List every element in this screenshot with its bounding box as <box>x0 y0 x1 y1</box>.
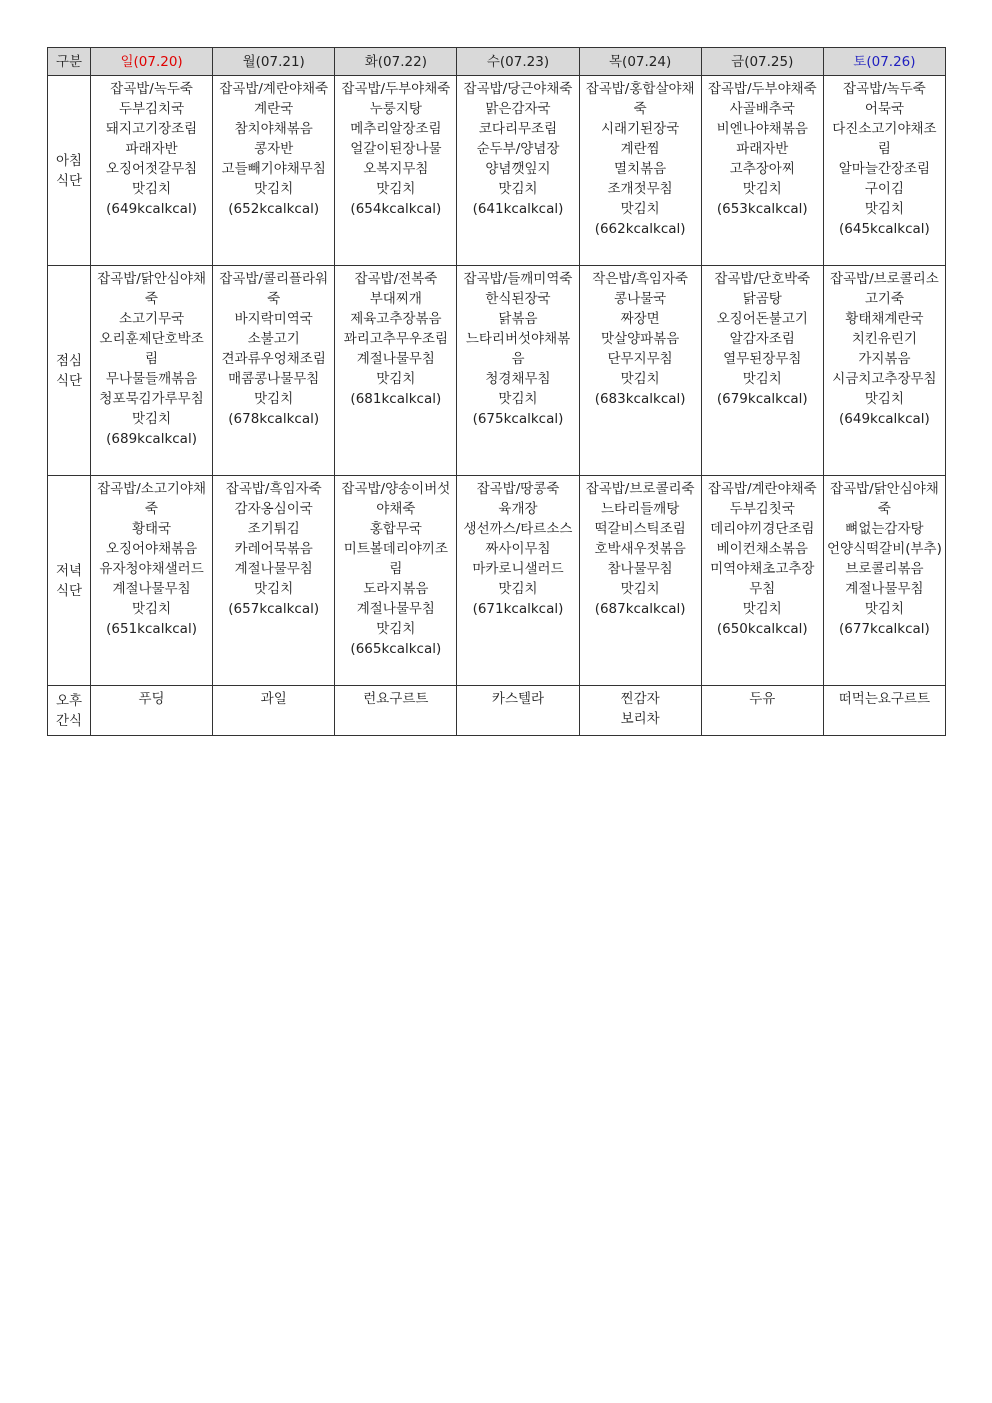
menu-item: 시래기된장국 <box>601 121 680 137</box>
menu-item: 호박새우젓볶음 <box>594 541 686 557</box>
menu-item: 고추장아찌 <box>729 161 795 177</box>
menu-item: 생선까스/타르소스 <box>463 521 573 537</box>
menu-item: (650kcalkcal) <box>716 621 808 637</box>
menu-item: 무나물들깨볶음 <box>105 371 198 387</box>
dinner-row <box>48 476 946 686</box>
menu-item: 비엔나야채볶음 <box>716 121 808 137</box>
menu-item: 순두부/양념장 <box>476 141 560 157</box>
menu-item: 계절나물무침 <box>845 581 924 597</box>
menu-item: 오리훈제단호박조림 <box>99 331 204 367</box>
menu-item: 알마늘간장조림 <box>838 161 931 177</box>
snack-row <box>48 686 946 736</box>
menu-item: 잡곡밥/두부야채죽 <box>341 81 451 97</box>
menu-item: (649kcalkcal) <box>106 201 197 217</box>
menu-item: (679kcalkcal) <box>716 391 808 407</box>
dinner-row-label <box>48 476 91 686</box>
menu-item: 맛김치 <box>376 371 416 387</box>
menu-item: (677kcalkcal) <box>839 621 930 637</box>
dinner-cell-thursday <box>579 476 701 686</box>
menu-item: 푸딩 <box>138 691 165 707</box>
menu-item: (675kcalkcal) <box>472 411 564 427</box>
menu-item: 꽈리고추무우조림 <box>343 331 449 347</box>
menu-item: 소불고기 <box>247 331 300 347</box>
menu-item: 맑은감자국 <box>485 101 551 117</box>
menu-item: (652kcalkcal) <box>228 201 320 217</box>
menu-item: 맛김치 <box>864 601 904 617</box>
day-header-monday: 월(07.21) <box>213 48 335 76</box>
menu-item: (689kcalkcal) <box>106 431 197 447</box>
menu-item: (671kcalkcal) <box>472 601 564 617</box>
menu-item: 언양식떡갈비(부추) <box>826 541 942 557</box>
menu-item: 단무지무침 <box>607 351 673 367</box>
menu-item: 잡곡밥/홍합살야채죽 <box>585 81 695 117</box>
menu-item: 맛김치 <box>254 181 294 197</box>
menu-item: 제육고추장볶음 <box>350 311 442 327</box>
menu-item: 계란국 <box>254 101 294 117</box>
dinner-cell-sunday <box>91 476 213 686</box>
dinner-cell-wednesday <box>457 476 579 686</box>
menu-item: (641kcalkcal) <box>472 201 564 217</box>
menu-item: (665kcalkcal) <box>350 641 442 657</box>
menu-item: 짜장면 <box>620 311 660 327</box>
breakfast-cell-sunday <box>91 76 213 266</box>
menu-item: 잡곡밥/계란야채죽 <box>219 81 329 97</box>
menu-item: 잡곡밥/땅콩죽 <box>476 481 560 497</box>
lunch-row <box>48 266 946 476</box>
menu-item: (653kcalkcal) <box>716 201 808 217</box>
day-header-sunday: 일(07.20) <box>91 48 213 76</box>
menu-item: 돼지고기장조림 <box>105 121 198 137</box>
menu-item: 오징어돈불고기 <box>716 311 808 327</box>
day-header-friday: 금(07.25) <box>701 48 823 76</box>
menu-item: 잡곡밥/단호박죽 <box>714 271 811 287</box>
menu-item: 계절나물무침 <box>356 351 435 367</box>
menu-item: (681kcalkcal) <box>350 391 442 407</box>
menu-item: 닭곰탕 <box>742 291 782 307</box>
row-label-line: 식단 <box>55 582 83 599</box>
menu-item: 잡곡밥/당근야채죽 <box>463 81 573 97</box>
snack-cell-friday <box>701 686 823 736</box>
menu-item: 열무된장무침 <box>723 351 802 367</box>
menu-item: 시금치고추장무침 <box>832 371 937 387</box>
menu-item: 홍합무국 <box>369 521 422 537</box>
menu-item: 계절나물무침 <box>356 601 435 617</box>
menu-item: 황태국 <box>132 521 172 537</box>
lunch-cell-monday <box>213 266 335 476</box>
day-header-thursday: 목(07.24) <box>579 48 701 76</box>
lunch-row-label <box>48 266 91 476</box>
menu-item: 치킨유린기 <box>851 331 918 347</box>
menu-item: 과일 <box>260 691 287 707</box>
day-header-tuesday: 화(07.22) <box>335 48 457 76</box>
corner-header: 구분 <box>48 48 91 76</box>
snack-cell-monday <box>213 686 335 736</box>
menu-item: 소고기무국 <box>118 311 185 327</box>
dinner-cell-tuesday <box>335 476 457 686</box>
row-label-line: 오후 <box>55 692 83 709</box>
menu-item: 잡곡밥/콜리플라워죽 <box>219 271 329 307</box>
menu-item: 미트볼데리야끼조림 <box>343 541 449 577</box>
menu-item: (649kcalkcal) <box>839 411 930 427</box>
lunch-cell-sunday <box>91 266 213 476</box>
menu-item: (687kcalkcal) <box>594 601 686 617</box>
menu-item: 오징어야채볶음 <box>105 541 198 557</box>
row-label-line: 간식 <box>55 712 83 729</box>
menu-item: 도라지볶음 <box>363 581 429 597</box>
lunch-cell-wednesday <box>457 266 579 476</box>
menu-item: 맛김치 <box>376 621 416 637</box>
menu-item: 조개젓무침 <box>607 181 673 197</box>
menu-item: 맛김치 <box>742 181 782 197</box>
lunch-cell-friday <box>701 266 823 476</box>
menu-item: 감자옹심이국 <box>234 501 313 517</box>
menu-item: 떡갈비스틱조림 <box>594 521 686 537</box>
menu-item: 잡곡밥/들깨미역죽 <box>463 271 573 287</box>
menu-item: 바지락미역국 <box>234 311 313 327</box>
menu-item: 잡곡밥/닭안심야채죽 <box>97 271 207 307</box>
menu-item: 어묵국 <box>864 101 904 117</box>
menu-item: 맛김치 <box>864 391 904 407</box>
menu-item: 맛김치 <box>498 581 538 597</box>
menu-item: 육개장 <box>498 501 538 517</box>
menu-item: 느타리버섯야채볶음 <box>465 331 571 367</box>
menu-item: 참치야채볶음 <box>234 121 313 137</box>
menu-item: 가지볶음 <box>858 351 911 367</box>
menu-item: 뼈없는감자탕 <box>845 521 924 537</box>
lunch-cell-thursday <box>579 266 701 476</box>
menu-item: 얼갈이된장나물 <box>350 141 442 157</box>
lunch-cell-tuesday <box>335 266 457 476</box>
menu-item: 두부김치국 <box>118 101 185 117</box>
menu-item: 잡곡밥/흑임자죽 <box>225 481 322 497</box>
menu-item: (654kcalkcal) <box>350 201 442 217</box>
menu-item: 두유 <box>749 691 776 707</box>
menu-item: 누룽지탕 <box>369 101 422 117</box>
menu-item: 맛김치 <box>498 181 538 197</box>
menu-item: 잡곡밥/두부야채죽 <box>707 81 817 97</box>
lunch-cell-saturday <box>823 266 945 476</box>
breakfast-cell-saturday <box>823 76 945 266</box>
breakfast-cell-tuesday <box>335 76 457 266</box>
menu-item: 매콤콩나물무침 <box>228 371 320 387</box>
menu-item: 잡곡밥/브로콜리죽 <box>585 481 695 497</box>
menu-item: 파래자반 <box>125 141 178 157</box>
breakfast-row-label <box>48 76 91 266</box>
menu-item: 잡곡밥/계란야채죽 <box>707 481 817 497</box>
menu-item: 맛김치 <box>742 601 782 617</box>
menu-item: 콩나물국 <box>614 291 667 307</box>
menu-item: 알감자조림 <box>729 331 795 347</box>
menu-item: 잡곡밥/닭안심야채죽 <box>829 481 939 517</box>
breakfast-cell-thursday <box>579 76 701 266</box>
menu-item: 잡곡밥/소고기야채죽 <box>97 481 207 517</box>
menu-item: 떠먹는요구르트 <box>838 691 931 707</box>
menu-item: 청경채무침 <box>485 371 551 387</box>
menu-item: 맛김치 <box>620 201 660 217</box>
row-label-line: 식단 <box>55 172 83 189</box>
menu-item: 파래자반 <box>736 141 789 157</box>
weekly-meal-table <box>47 47 946 736</box>
menu-item: 멸치볶음 <box>614 161 667 177</box>
menu-item: 맛김치 <box>132 411 172 427</box>
menu-item: 조기튀김 <box>247 521 300 537</box>
breakfast-row <box>48 76 946 266</box>
menu-item: 황태채계란국 <box>845 311 924 327</box>
menu-item: 맛김치 <box>254 391 294 407</box>
menu-item: 참나물무침 <box>607 561 673 577</box>
menu-item: 오징어젓갈무침 <box>105 161 198 177</box>
menu-item: 맛김치 <box>742 371 782 387</box>
menu-item: 계란찜 <box>620 141 660 157</box>
row-label-line: 점심 <box>55 352 83 369</box>
menu-item: 맛김치 <box>620 581 660 597</box>
snack-cell-tuesday <box>335 686 457 736</box>
breakfast-cell-monday <box>213 76 335 266</box>
dinner-cell-monday <box>213 476 335 686</box>
menu-item: 계절나물무침 <box>234 561 313 577</box>
snack-cell-wednesday <box>457 686 579 736</box>
dinner-cell-friday <box>701 476 823 686</box>
menu-item: 메추리알장조림 <box>350 121 442 137</box>
breakfast-cell-friday <box>701 76 823 266</box>
menu-item: 잡곡밥/전복죽 <box>354 271 438 287</box>
row-label-line: 식단 <box>55 372 83 389</box>
menu-item: 한식된장국 <box>485 291 551 307</box>
menu-item: 계절나물무침 <box>112 581 191 597</box>
header-row <box>48 48 946 76</box>
row-label-line: 아침 <box>55 152 83 169</box>
menu-item: (662kcalkcal) <box>594 221 686 237</box>
menu-item: 오복지무침 <box>363 161 429 177</box>
breakfast-cell-wednesday <box>457 76 579 266</box>
menu-item: 카스텔라 <box>491 691 545 707</box>
menu-item: 맛김치 <box>132 181 172 197</box>
menu-item: (678kcalkcal) <box>228 411 320 427</box>
menu-item: 찐감자 <box>620 691 660 707</box>
menu-item: 보리차 <box>620 711 660 727</box>
menu-item: (645kcalkcal) <box>839 221 930 237</box>
menu-item: 두부김칫국 <box>729 501 795 517</box>
menu-item: 런요구르트 <box>363 691 429 707</box>
menu-item: 짜사이무침 <box>485 541 551 557</box>
menu-item: 다진소고기야채조림 <box>832 121 937 157</box>
menu-item: 마카로니샐러드 <box>472 561 564 577</box>
menu-item: 코다리무조림 <box>478 121 558 137</box>
menu-item: 견과류우엉채조림 <box>221 351 326 367</box>
menu-item: 부대찌개 <box>369 291 422 307</box>
day-header-saturday: 토(07.26) <box>823 48 945 76</box>
menu-item: 잡곡밥/녹두죽 <box>843 81 926 97</box>
menu-item: 맛김치 <box>376 181 416 197</box>
menu-item: 작은밥/흑임자죽 <box>592 271 689 287</box>
menu-item: 유자청야채샐러드 <box>99 561 204 577</box>
menu-item: (651kcalkcal) <box>106 621 197 637</box>
snack-cell-thursday <box>579 686 701 736</box>
menu-item: 닭볶음 <box>498 311 538 327</box>
menu-item: 브로콜리볶음 <box>845 561 924 577</box>
day-header-wednesday: 수(07.23) <box>457 48 579 76</box>
dinner-cell-saturday <box>823 476 945 686</box>
menu-item: (683kcalkcal) <box>594 391 686 407</box>
menu-item: 고들빼기야채무침 <box>221 161 326 177</box>
menu-item: 콩자반 <box>254 141 294 157</box>
menu-item: 맛김치 <box>620 371 660 387</box>
menu-item: 맛김치 <box>864 201 904 217</box>
menu-item: 구이김 <box>864 181 904 197</box>
menu-item: 맛김치 <box>132 601 172 617</box>
menu-item: 양념깻잎지 <box>485 161 551 177</box>
snack-cell-saturday <box>823 686 945 736</box>
menu-item: 잡곡밥/녹두죽 <box>110 81 193 97</box>
snack-row-label <box>48 686 91 736</box>
menu-item: 카레어묵볶음 <box>234 541 313 557</box>
row-label-line: 저녁 <box>55 562 83 579</box>
menu-item: 잡곡밥/양송이버섯야채죽 <box>341 481 451 517</box>
menu-item: 느타리들깨탕 <box>601 501 680 517</box>
menu-item: (657kcalkcal) <box>228 601 320 617</box>
menu-item: 베이컨채소볶음 <box>716 541 808 557</box>
menu-item: 사골배추국 <box>729 101 795 117</box>
menu-item: 데리야끼경단조림 <box>710 521 815 537</box>
menu-item: 맛김치 <box>254 581 294 597</box>
menu-item: 미역야채초고추장무침 <box>710 561 815 597</box>
menu-item: 맛김치 <box>498 391 538 407</box>
menu-item: 맛살양파볶음 <box>601 331 680 347</box>
menu-item: 청포묵김가루무침 <box>99 391 204 407</box>
menu-item: 잡곡밥/브로콜리소고기죽 <box>829 271 939 307</box>
snack-cell-sunday <box>91 686 213 736</box>
